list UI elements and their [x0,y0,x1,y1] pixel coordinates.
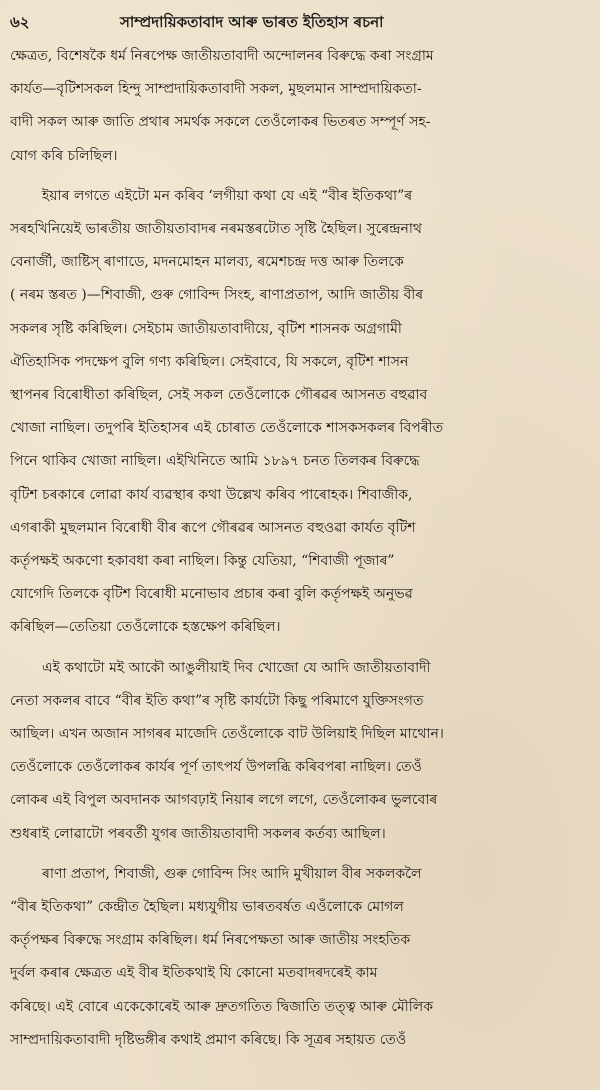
text-line: কৰ্তৃপক্ষৰ বিৰুদ্ধে সংগ্ৰাম কৰিছিল। ধৰ্ম নিৰপেক্ষতা আৰু জাতীয় সংহতিক [10,932,411,949]
text-line: যোগেদি তিলকে বৃটিশ বিৰোধী মনোভাব প্ৰচাৰ কৰা বুলি কৰ্তৃপক্ষই অনুভৱ [10,586,413,603]
text-line: নেতা সকলৰ বাবে “বীৰ ইতি কথা”ৰ সৃষ্টি কাৰ্যটো কিছু পৰিমাণে যুক্তিসংগত [10,692,424,709]
paragraph [10,652,588,851]
text-line: যোগ কৰি চলিছিল। [10,147,118,164]
body-text [10,40,588,1057]
text-line: খোজা নাছিল। তদুপৰি ইতিহাসৰ এই চোৰাত তেওঁলোকে শাসকসকলৰ বিপৰীত [10,420,444,437]
text-line: পিনে থাকিব খোজা নাছিল। এইখিনিতে আমি ১৮৯৭ চনত তিলকৰ বিৰুদ্ধে [10,453,420,470]
page-header [10,4,588,40]
text-line: সাম্প্ৰদায়িকতাবাদী দৃষ্টিভঙ্গীৰ কথাই প্ৰমাণ কৰিছে। কি সূত্ৰৰ সহায়ত তেওঁ [10,1031,407,1048]
paragraph [10,40,588,173]
text-line: স্থাপনৰ বিৰোধীতা কৰিছিল, সেই সকল তেওঁলোকে গৌৰৱৰ আসনত বহুৱাব [10,387,428,404]
text-line: কৰিছিল—তেতিয়া তেওঁলোকে হস্তক্ষেপ কৰিছিল। [10,619,281,636]
text-line: দুৰ্বল কৰাৰ ক্ষেত্ৰত এই বীৰ ইতিকথাই যি কোনো মতবাদৰদৰেই কাম [10,965,378,982]
text-line: এগৰাকী মুছলমান বিৰোধী বীৰ ৰূপে গৌৰৱৰ আসনত বহুওৱা কাৰ্যত বৃটিশ [10,519,416,536]
text-line: “বীৰ ইতিকথা” কেন্দ্ৰীত হৈছিল। মধ্যযুগীয় ভাৰতবৰ্ষত এওঁলোকে মোগল [10,899,404,916]
text-line: সকলৰ সৃষ্টি কৰিছিল। সেইচাম জাতীয়তাবাদীয়ে, বৃটিশ শাসনক অগ্ৰগামী [10,320,402,337]
text-line: শুধৰাই লোৱাটো পৰবৰ্তী যুগৰ জাতীয়তাবাদী সকলৰ কৰ্তব্য আছিল। [10,825,386,842]
text-line: ( নৰম স্তৰত )—শিবাজী, গুৰু গোবিন্দ সিংহ, ৰাণাপ্ৰতাপ, আদি জাতীয় বীৰ [10,287,424,304]
text-line: ঐতিহাসিক পদক্ষেপ বুলি গণ্য কৰিছিল। সেইবাবে, যি সকলে, বৃটিশ শাসন [10,353,409,370]
page-number: ৬২ [10,13,30,31]
text-line: বেনাৰ্জী, জাষ্টিস্ ৰাণাডে, মদনমোহন মালব্য, ৰমেশচন্দ্ৰ দত্ত আৰু তিলকে [10,254,404,271]
text-line: বাদী সকল আৰু জাতি প্ৰথাৰ সমৰ্থক সকলে তেওঁলোকৰ ভিতৰত সম্পূৰ্ণ সহ- [10,114,431,131]
running-title: সাম্প্ৰদায়িকতাবাদ আৰু ভাৰত ইতিহাস ৰচনা [120,13,384,31]
paragraph [10,858,588,1057]
text-line: বৃটিশ চৰকাৰে লোৱা কাৰ্য ব্যৱস্থাৰ কথা উল্লেখ কৰিব পাৰোহক। শিবাজীক, [10,486,413,503]
text-line: ক্ষেত্ৰত, বিশেষকৈ ধৰ্ম নিৰপেক্ষ জাতীয়তাবাদী অন্দোলনৰ বিৰুদ্ধে কৰা সংগ্ৰাম [10,48,434,64]
text-line: সৰহখিনিয়েই ভাৰতীয় জাতীয়তাবাদৰ নৰমস্তৰটোত সৃষ্টি হৈছিল। সুৰেন্দ্ৰনাথ [10,221,422,238]
text-line: কৰিছে। এই বোৰে একেকোৰেই আৰু দ্ৰুতগতিত দ্বিজাতি তত্ত্ব আৰু মৌলিক [10,998,433,1015]
text-line: তেওঁলোকে তেওঁলোকৰ কাৰ্যৰ পূৰ্ণ তাৎপৰ্য উপলব্ধি কৰিবপৰা নাছিল। তেওঁ [10,759,422,776]
text-line: আছিল। এখন অজান সাগৰৰ মাজেদি তেওঁলোকে বাট উলিয়াই দিছিল মাথোন। [10,726,444,743]
text-line: ইয়াৰ লগতে এইটো মন কৰিব ‘লগীয়া কথা যে এই “বীৰ ইতিকথা”ৰ [42,187,413,204]
paragraph [10,180,588,645]
text-line: ৰাণা প্ৰতাপ, শিবাজী, গুৰু গোবিন্দ সিং আদি মুখীয়াল বীৰ সকলকলৈ [42,865,422,882]
text-line: এই কথাটো মই আকৌ আঙুলীয়াই দিব খোজো যে আদি জাতীয়তাবাদী [42,659,431,676]
text-line: কাৰ্যত—বৃটিশসকল হিন্দু সাম্প্ৰদায়িকতাবাদী সকল, মুছলমান সাম্প্ৰদায়িকতা- [10,81,422,98]
text-line: কৰ্তৃপক্ষই অকণো হকাবধা কৰা নাছিল। কিন্তু যেতিয়া, “শিবাজী পূজাৰ” [10,553,395,570]
text-line: লোকৰ এই বিপুল অবদানক আগবঢ়াই নিয়াৰ লগে লগে, তেওঁলোকৰ ভুলবোৰ [10,792,438,809]
